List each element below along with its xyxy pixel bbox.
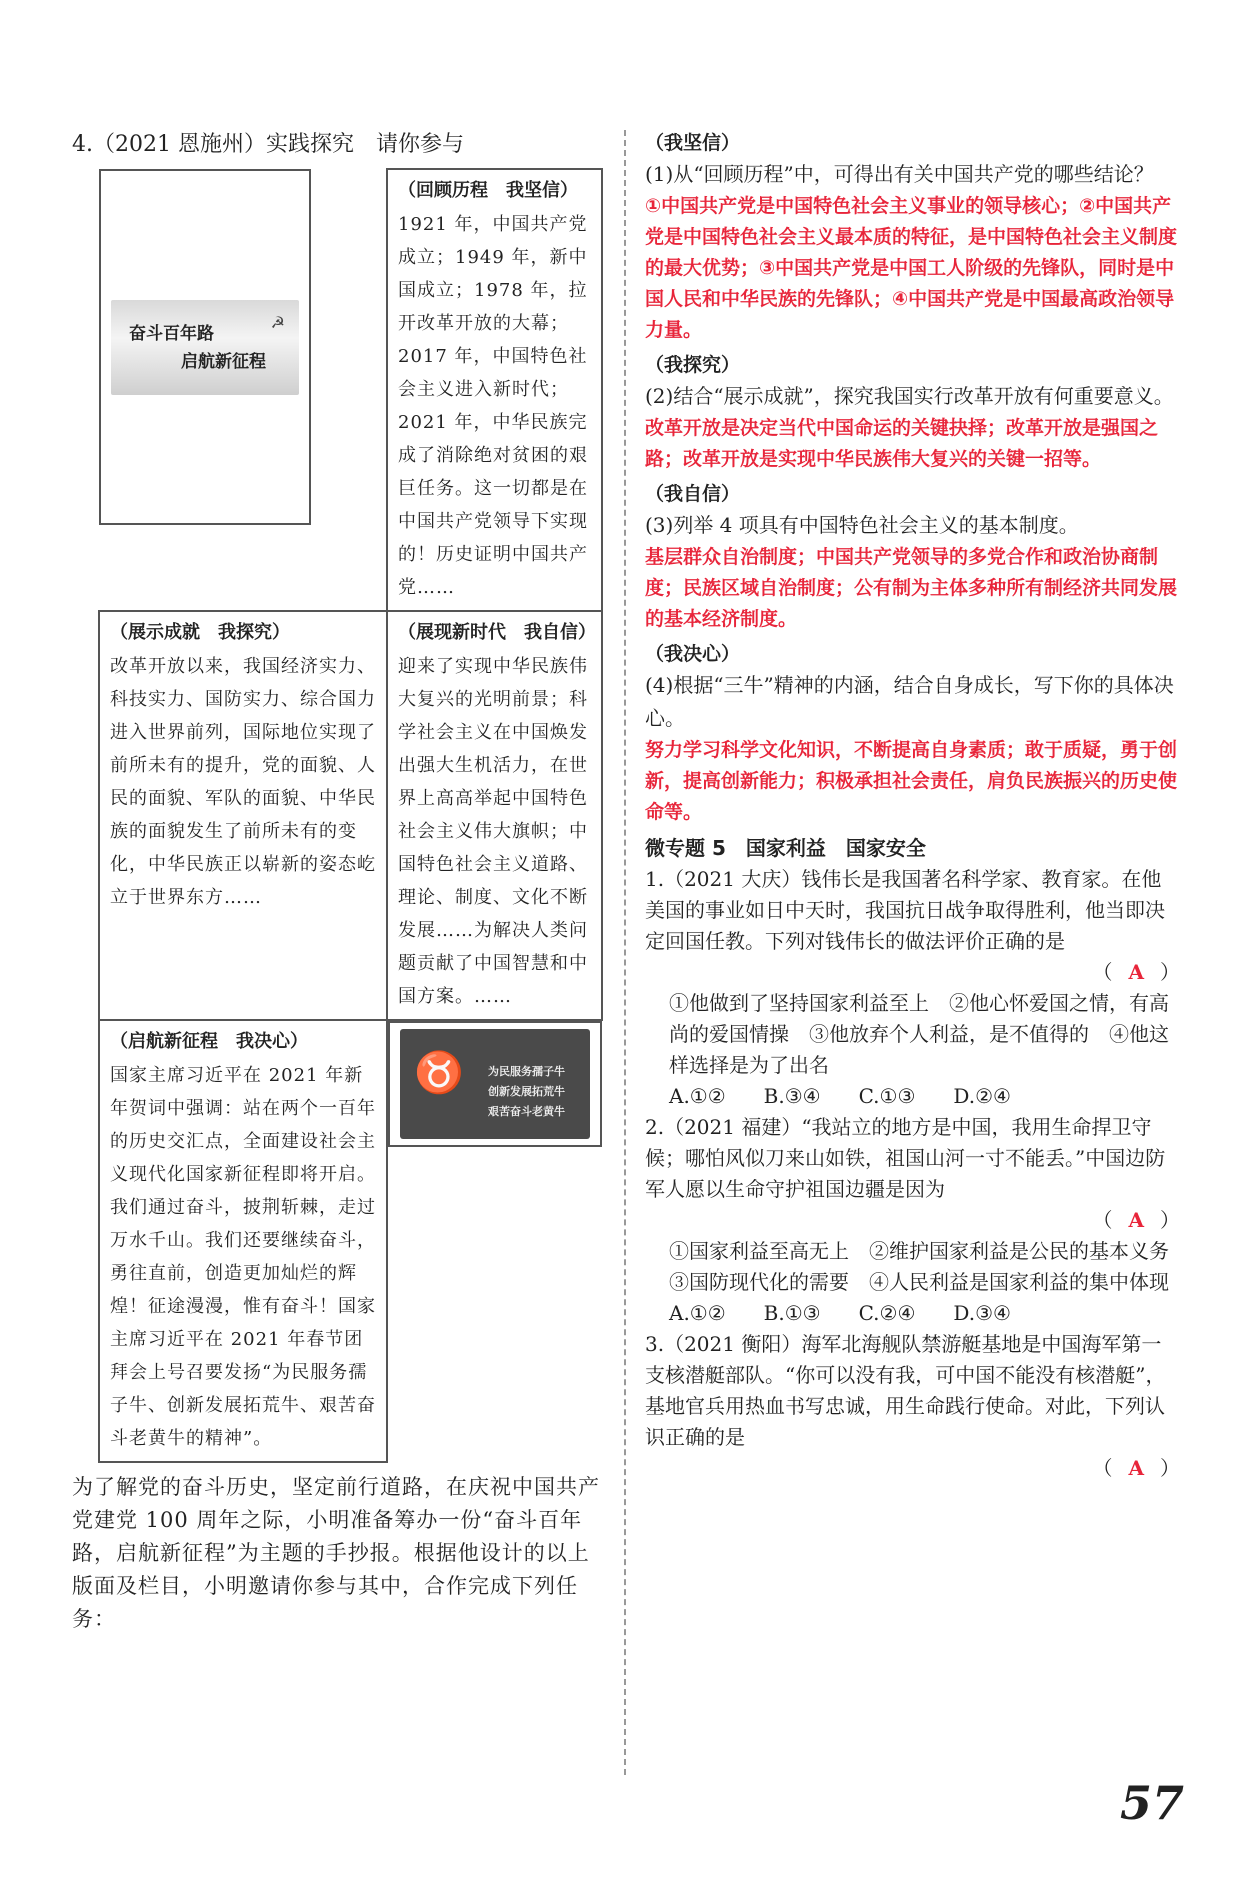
subtask-2-label: （我探究）	[645, 354, 741, 376]
mc-2-answer-slot: （ A ）	[645, 1205, 1180, 1236]
subtask-2-question: (2)结合“展示成就”，探究我国实行改革开放有何重要意义。	[645, 384, 1174, 408]
mc-2-option-c: C.②④	[858, 1301, 916, 1325]
achievement-cell	[99, 611, 387, 1020]
mc-3-answer: A	[1128, 1456, 1144, 1480]
mc-1-items: ①他做到了坚持国家利益至上 ②他心怀爱国之情，有高尚的爱国情操 ③他放弃个人利益，是不值得的 ④他这样选择是为了出名	[669, 991, 1169, 1077]
subtask-2-answer: 改革开放是决定当代中国命运的关键抉择；改革开放是强国之路；改革开放是实现中华民族伟大复兴的关键一招等。	[645, 417, 1159, 470]
mc-1-option-b: B.③④	[763, 1084, 821, 1108]
review-cell	[387, 169, 602, 611]
mc-2-option-d: D.③④	[953, 1301, 1011, 1325]
banner-cell-2	[388, 1021, 602, 1147]
mc-2-option-a: A.①②	[669, 1301, 726, 1325]
banner-line-1: 奋斗百年路	[129, 323, 214, 344]
review-cell-text: 1921 年，中国共产党成立；1949 年，新中国成立；1978 年，拉开改革开放的大幕；2017 年，中国特色社会主义进入新时代；2021 年，中华民族完成了消除绝对贫困的艰巨任务。这一切都是在中国共产党领导下实现的！历史证明中国共产党……	[398, 214, 588, 598]
subtask-4-label: （我决心）	[645, 643, 741, 665]
question-4-heading: 4.（2021 恩施州）实践探究 请你参与	[72, 132, 464, 157]
practice-table	[98, 168, 603, 1463]
banner2-line-1: 为民服务孺子牛	[488, 1065, 565, 1078]
mc-2-items: ①国家利益至高无上 ②维护国家利益是公民的基本义务 ③国防现代化的需要 ④人民利益是国家利益的集中体现	[669, 1239, 1189, 1294]
subtask-3-label: （我自信）	[645, 483, 741, 505]
mc-1-option-c: C.①③	[858, 1084, 916, 1108]
achievement-cell-title: （展示成就 我探究）	[110, 622, 290, 643]
column-divider	[624, 130, 626, 1775]
banner2-line-3: 艰苦奋斗老黄牛	[488, 1105, 565, 1118]
right-column	[645, 128, 1189, 1484]
resolve-cell-title: （启航新征程 我决心）	[110, 1031, 308, 1052]
subtask-4-answer: 努力学习科学文化知识，不断提高自身素质；敢于质疑，勇于创新，提高创新能力；积极承担社会责任，肩负民族振兴的历史使命等。	[645, 739, 1178, 823]
resolve-cell	[99, 1020, 387, 1462]
party-emblem-icon: ☭	[270, 312, 285, 332]
mc-2-options	[645, 1298, 1180, 1329]
achievement-cell-text: 改革开放以来，我国经济实力、科技实力、国防实力、综合国力进入世界前列，国际地位实现了前所未有的提升，党的面貌、人民的面貌、军队的面貌、中华民族的面貌发生了前所未有的变化，中华民族正以崭新的姿态屹立于世界东方……	[110, 656, 376, 908]
bull-icon: ♉	[414, 1050, 464, 1096]
new-era-cell-title: （展现新时代 我自信）	[398, 622, 596, 643]
page-number: 57	[1119, 1776, 1184, 1830]
subtask-1-answer: ①中国共产党是中国特色社会主义事业的领导核心；②中国共产党是中国特色社会主义最本质的特征，是中国特色社会主义制度的最大优势；③中国共产党是中国工人阶级的先锋队，同时是中国人民和中华民族的先锋队；④中国共产党是中国最高政治领导力量。	[645, 195, 1178, 341]
left-column	[72, 128, 607, 1636]
mc-3-stem: 3.（2021 衡阳）海军北海舰队禁游艇基地是中国海军第一支核潜艇部队。“你可以没有我，可中国不能没有核潜艇”，基地官兵用热血书写忠诚，用生命践行使命。对此，下列认识正确的是	[645, 1332, 1166, 1449]
subtask-1-label: （我坚信）	[645, 132, 741, 154]
banner-image-three-oxen	[400, 1029, 590, 1139]
mc-1-answer-slot: （ A ）	[645, 957, 1180, 988]
mc-1-option-d: D.②④	[953, 1084, 1011, 1108]
mc-2-option-b: B.①③	[763, 1301, 821, 1325]
review-cell-title: （回顾历程 我坚信）	[398, 180, 578, 201]
mc-2-answer: A	[1128, 1208, 1144, 1232]
banner-cell-1	[99, 169, 311, 525]
resolve-cell-text: 国家主席习近平在 2021 年新年贺词中强调：站在两个一百年的历史交汇点，全面建设社会主义现代化国家新征程即将开启。我们通过奋斗，披荆斩棘，走过万水千山。我们还要继续奋斗，勇往直前，创造更加灿烂的辉煌！征途漫漫，惟有奋斗！国家主席习近平在 2021 年春节团拜会上号召要发扬“为民服务孺子牛、创新发展拓荒牛、艰苦奋斗老黄牛的精神”。	[110, 1065, 376, 1449]
banner-image-struggle	[111, 300, 299, 395]
subtask-4-question: (4)根据“三牛”精神的内涵，结合自身成长，写下你的具体决心。	[645, 673, 1174, 730]
banner2-line-2: 创新发展拓荒牛	[488, 1085, 565, 1098]
subtask-3-answer: 基层群众自治制度；中国共产党领导的多党合作和政治协商制度；民族区域自治制度；公有制为主体多种所有制经济共同发展的基本经济制度。	[645, 546, 1178, 630]
mc-2-stem: 2.（2021 福建）“我站立的地方是中国，我用生命捍卫守候；哪怕风似刀来山如铁，祖国山河一寸不能丢。”中国边防军人愿以生命守护祖国边疆是因为	[645, 1115, 1166, 1201]
subtask-1-question: (1)从“回顾历程”中，可得出有关中国共产党的哪些结论？	[645, 162, 1154, 186]
question-4-intro: 为了解党的奋斗历史，坚定前行道路，在庆祝中国共产党建党 100 周年之际，小明准备筹办一份“奋斗百年路，启航新征程”为主题的手抄报。根据他设计的以上版面及栏目，小明邀请你参与其中，合作完成下列任务：	[72, 1475, 600, 1631]
section-title: 微专题 5 国家利益 国家安全	[645, 836, 926, 860]
subtask-3-question: (3)列举 4 项具有中国特色社会主义的基本制度。	[645, 513, 1079, 537]
mc-1-option-a: A.①②	[669, 1084, 726, 1108]
banner-line-2: 启航新征程	[181, 351, 266, 372]
new-era-cell-text: 迎来了实现中华民族伟大复兴的光明前景；科学社会主义在中国焕发出强大生机活力，在世界上高高举起中国特色社会主义伟大旗帜；中国特色社会主义道路、理论、制度、文化不断发展……为解决人类问题贡献了中国智慧和中国方案。……	[398, 656, 588, 1007]
mc-1-answer: A	[1128, 960, 1144, 984]
mc-1-stem: 1.（2021 大庆）钱伟长是我国著名科学家、教育家。在他美国的事业如日中天时，我国抗日战争取得胜利，他当即决定回国任教。下列对钱伟长的做法评价正确的是	[645, 867, 1165, 953]
mc-3-answer-slot: （ A ）	[645, 1453, 1180, 1484]
mc-1-options	[645, 1081, 1180, 1112]
new-era-cell	[387, 611, 602, 1020]
